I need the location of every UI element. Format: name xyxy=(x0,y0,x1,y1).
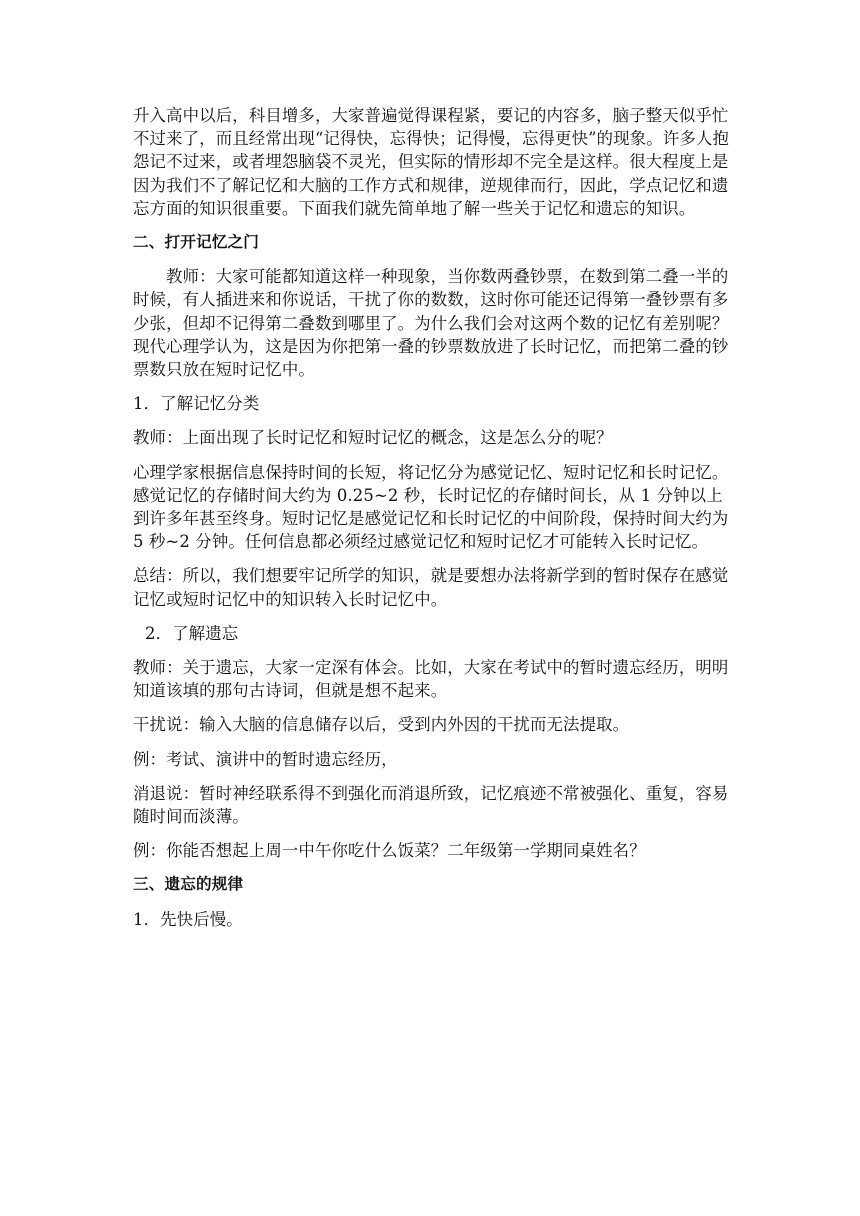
paragraph-decay-theory: 消退说：暂时神经联系得不到强化而消退所致，记忆痕迹不常被强化、重复，容易随时间而淡薄。 xyxy=(133,783,729,827)
section-heading-open-memory: 二、打开记忆之门 xyxy=(133,233,259,252)
paragraph-teacher-banknotes: 教师：大家可能都知道这样一种现象，当你数两叠钞票，在数到第二叠一半的时候，有人插进来和你说话，干扰了你的数数，这时你可能还记得第一叠钞票有多少张，但却不记得第二叠数到哪里了。为什么我们会对这两个数的记忆有差别呢？现代心理学认为，这是因为你把第一叠的钞票数放进了长时记忆，而把第二叠的钞票数只放在短时记忆中。 xyxy=(133,267,729,380)
document-page xyxy=(133,104,730,942)
section-heading-forgetting-rules: 三、遗忘的规律 xyxy=(133,875,244,894)
paragraph-memory-classification: 心理学家根据信息保持时间的长短，将记忆分为感觉记忆、短时记忆和长时记忆。感觉记忆的存储时间大约为 0.25~2 秒，长时记忆的存储时间长，从 1 分钟以上到许多年甚至终身。短时记忆是感觉记忆和长时记忆的中间阶段，保持时间大约为 5 秒~2 分钟。任何信息都必须经过感觉记忆和短时记忆才可能转入长时记忆。 xyxy=(133,462,729,552)
paragraph-teacher-question: 教师：上面出现了长时记忆和短时记忆的概念，这是怎么分的呢？ xyxy=(133,428,613,448)
paragraph-example-exam: 例：考试、演讲中的暂时遗忘经历， xyxy=(133,749,398,769)
paragraph-interference-theory: 干扰说：输入大脑的信息储存以后，受到内外因的干扰而无法提取。 xyxy=(133,715,630,735)
paragraph-summary: 总结：所以，我们想要牢记所学的知识，就是要想办法将新学到的暂时保存在感觉记忆或短时记忆中的知识转入长时记忆中。 xyxy=(133,566,729,609)
paragraph-fast-then-slow: 1．先快后慢。 xyxy=(133,909,243,929)
paragraph-intro: 升入高中以后，科目增多，大家普遍觉得课程紧，要记的内容多，脑子整天似乎忙不过来了，而且经常出现“记得快，忘得快；记得慢，忘得更快”的现象。许多人抱怨记不过来，或者埋怨脑袋不灵光，但实际的情形却不完全是这样。很大程度上是因为我们不了解记忆和大脑的工作方式和规律，逆规律而行，因此，学点记忆和遗忘方面的知识很重要。下面我们就先简单地了解一些关于记忆和遗忘的知识。 xyxy=(133,106,729,218)
subheading-memory-types: 1．了解记忆分类 xyxy=(133,394,260,414)
paragraph-teacher-forgetting: 教师：关于遗忘，大家一定深有体会。比如，大家在考试中的暂时遗忘经历，明明知道该填的那句古诗词，但就是想不起来。 xyxy=(133,658,729,701)
subheading-forgetting: 2．了解遗忘 xyxy=(145,623,239,643)
paragraph-example-lunch: 例：你能否想起上周一中午你吃什么饭菜？二年级第一学期同桌姓名？ xyxy=(133,841,646,861)
